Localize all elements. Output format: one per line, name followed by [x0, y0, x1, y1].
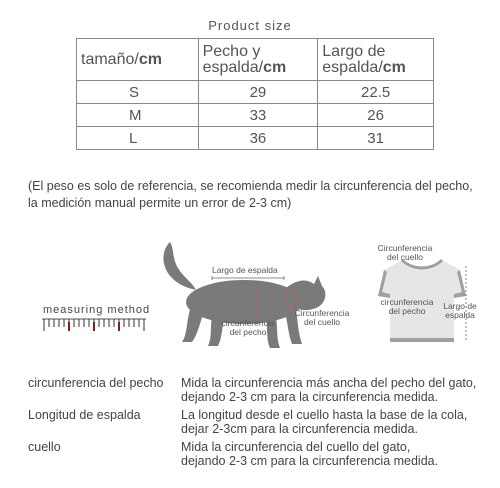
shirt-chest-line1: circunferencia — [380, 297, 434, 307]
size-table — [76, 38, 434, 150]
note-line-2: la medición manual permite un error de 2-3 cm) — [28, 196, 292, 210]
description-line1: Mida la circunferencia más ancha del pecho del gato, — [181, 376, 477, 390]
header-chest-line1: Pecho y — [202, 42, 261, 60]
header-back-length — [318, 39, 434, 81]
description-line2: dejar 2-3cm para la circunferencia medida. — [181, 422, 418, 436]
cell-chest-back: 29 — [198, 81, 318, 104]
shirt-back-line1: Largo de — [443, 301, 477, 311]
cat-illustration — [156, 238, 346, 358]
shirt-chest-line2: del pecho — [388, 306, 426, 316]
ruler-icon — [42, 318, 146, 332]
description-value — [181, 376, 491, 404]
header-back-line2: espalda/ — [322, 58, 383, 76]
header-size — [77, 39, 199, 81]
shirt-back-line2: espalda — [445, 310, 475, 320]
cat-chest-line1: circunferencia — [221, 318, 275, 328]
table-header-row — [77, 39, 434, 81]
description-key: circunferencia del pecho — [28, 376, 164, 390]
table-row — [77, 81, 434, 104]
cat-chest-line2: del pecho — [229, 327, 267, 337]
cat-chest-label — [218, 319, 278, 337]
table-row — [77, 104, 434, 127]
description-key: cuello — [28, 440, 61, 454]
header-size-unit: cm — [138, 50, 162, 68]
cell-back-length: 31 — [318, 127, 434, 150]
cell-chest-back: 36 — [198, 127, 318, 150]
cell-back-length: 22.5 — [318, 81, 434, 104]
shirt-neck-line2: del cuello — [387, 252, 423, 262]
shirt-back-label — [438, 302, 482, 320]
measuring-method-label: measuring method — [43, 304, 151, 316]
cell-size: M — [77, 104, 199, 127]
note-line-1: (El peso es solo de referencia, se recomienda medir la circunferencia del pecho, — [28, 179, 473, 193]
header-chest-unit: cm — [263, 58, 287, 76]
cell-chest-back: 33 — [198, 104, 318, 127]
cell-size: L — [77, 127, 199, 150]
description-line1: Mida la circunferencia del cuello del gato, — [181, 440, 411, 454]
shirt-neck-line1: Circunferencia — [377, 243, 433, 253]
description-line1: La longitud desde el cuello hasta la base de la cola, — [181, 408, 468, 422]
header-back-line1: Largo de — [322, 42, 386, 60]
header-chest-back — [198, 39, 318, 81]
description-line2: dejando 2-3 cm para la circunferencia medida. — [181, 390, 439, 404]
header-chest-line2: espalda/ — [202, 58, 264, 76]
cell-size: S — [77, 81, 199, 104]
cat-neck-label — [290, 309, 354, 327]
cat-neck-line2: del cuello — [304, 317, 340, 327]
header-size-label: tamaño/ — [81, 50, 139, 68]
shirt-neck-label — [370, 244, 440, 262]
table-row — [77, 127, 434, 150]
cat-back-length-label: Largo de espalda — [212, 265, 278, 275]
header-back-unit: cm — [382, 58, 406, 76]
reference-note — [28, 178, 488, 212]
description-line2: dejando 2-3 cm para la circunferencia medida. — [181, 454, 439, 468]
description-value — [181, 440, 491, 468]
description-key: Longitud de espalda — [28, 408, 141, 422]
page-title: Product size — [208, 18, 292, 33]
shirt-chest-label — [376, 298, 438, 316]
description-value — [181, 408, 491, 436]
cell-back-length: 26 — [318, 104, 434, 127]
cat-neck-line1: Circunferencia — [294, 308, 350, 318]
